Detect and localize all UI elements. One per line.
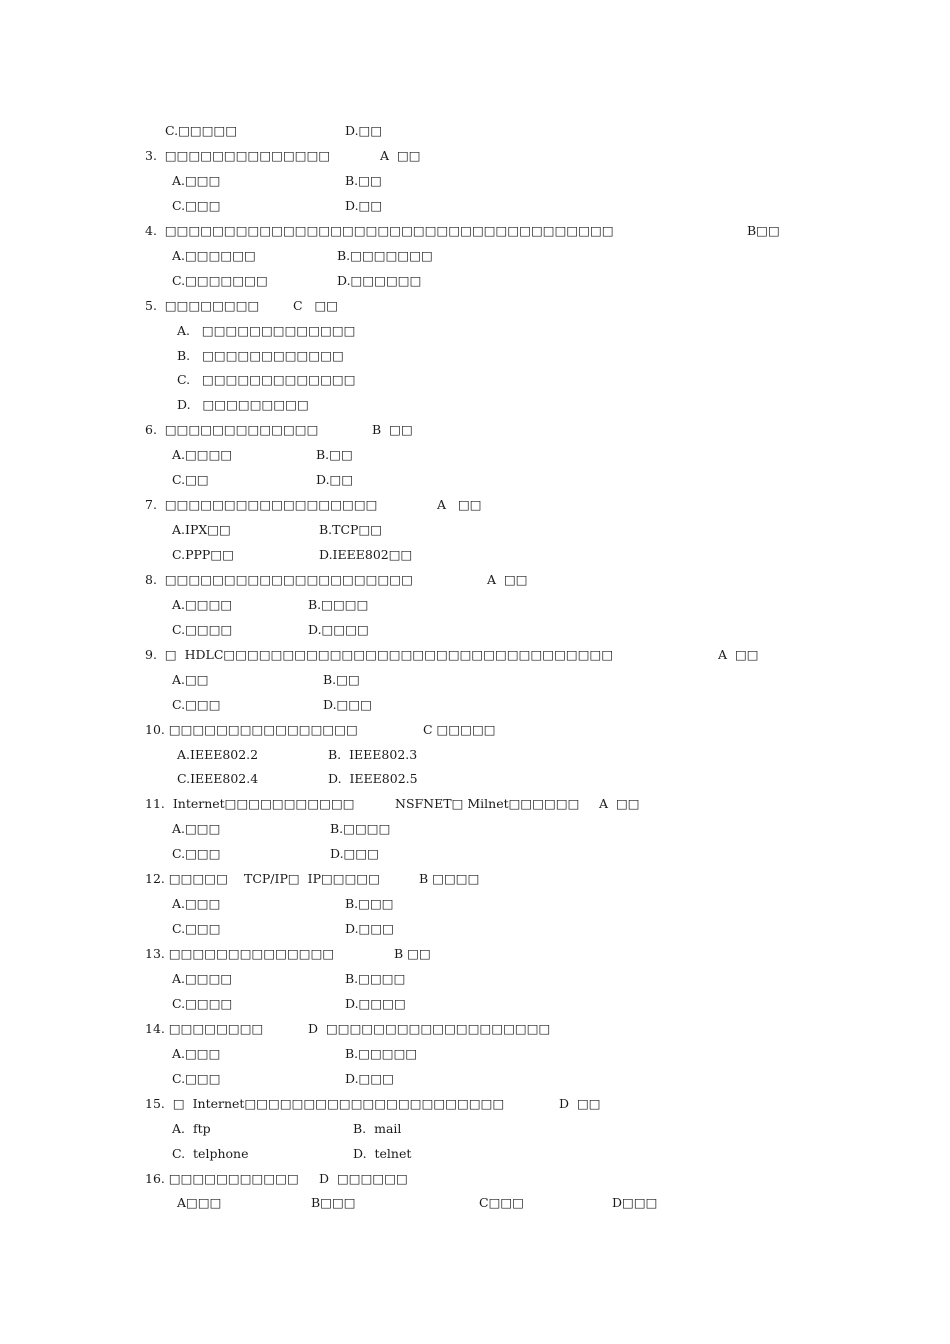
question-line-segment: B.□□	[323, 671, 360, 687]
question-line-segment: B. mail	[353, 1120, 402, 1136]
question-line-segment: B □□	[372, 422, 413, 438]
question-line-segment: B□□□	[311, 1195, 356, 1211]
question-line-segment: B.□□□	[345, 896, 394, 912]
question-line-text: A.□□□	[172, 1045, 221, 1061]
question-line-text: 10. □□□□□□□□□□□□□□□□	[145, 721, 358, 737]
question-line-segment: D.□□□	[330, 846, 379, 862]
question-line-text: B. □□□□□□□□□□□□	[177, 347, 344, 363]
question-line-text: C.IEEE802.4	[177, 771, 259, 787]
question-line-text: 3. □□□□□□□□□□□□□□	[145, 147, 331, 163]
question-line-segment: A □□	[437, 497, 482, 513]
question-line-text: A.□□□□□□	[172, 247, 256, 263]
question-line-text: 5. □□□□□□□□	[145, 297, 260, 313]
question-line-text: C.□□□□	[172, 995, 233, 1011]
question-line-text: C.□□□	[172, 846, 221, 862]
question-line-segment: C□□□	[479, 1195, 524, 1211]
question-line-text: A.□□□	[172, 172, 221, 188]
question-line-text: D. □□□□□□□□□	[177, 397, 309, 413]
question-line-segment: D.□□□	[345, 921, 394, 937]
question-line-segment: B□□	[747, 222, 780, 238]
question-line-text: A.□□□□	[172, 447, 233, 463]
question-line-text: 15. □ Internet□□□□□□□□□□□□□□□□□□□□□□	[145, 1095, 505, 1111]
question-line-segment: D.□□□	[323, 696, 372, 712]
question-line-segment: D.□□□□	[308, 621, 369, 637]
question-line-segment: A □□	[599, 796, 640, 812]
question-line-text: A.□□□□	[172, 971, 233, 986]
question-line-text: A.□□□	[172, 821, 221, 837]
question-line-text: 6. □□□□□□□□□□□□□	[145, 422, 319, 438]
question-line-segment: C □□	[293, 297, 339, 313]
question-line-segment: D.□□	[345, 197, 383, 213]
question-line-text: C.□□□□□	[165, 123, 238, 138]
question-line-text: C.□□	[172, 472, 209, 488]
question-line-text: 12. □□□□□	[145, 871, 228, 887]
question-line-segment: D□□□	[612, 1195, 658, 1211]
question-line-segment: D □□	[559, 1095, 601, 1111]
question-line-text: A. ftp	[172, 1120, 211, 1136]
question-line-text: 14. □□□□□□□□	[145, 1020, 264, 1036]
question-line-segment: TCP/IP□ IP□□□□□	[244, 871, 381, 887]
question-line-segment: B.□□□□□□□	[337, 247, 433, 263]
question-line-text: C. □□□□□□□□□□□□□	[177, 372, 356, 388]
question-line-segment: NSFNET□ Milnet□□□□□□	[395, 796, 580, 812]
question-line-segment: B.□□	[345, 172, 382, 188]
question-line-text: 7. □□□□□□□□□□□□□□□□□□	[145, 497, 378, 513]
question-line-text: 9. □ HDLC□□□□□□□□□□□□□□□□□□□□□□□□□□□□□□□□□	[145, 646, 614, 662]
question-line-segment: D.IEEE802□□	[319, 547, 413, 562]
question-line-segment: B.□□□□	[345, 971, 406, 986]
question-line-segment: D.□□□□□□	[337, 272, 422, 288]
question-line-segment: D.□□	[316, 472, 354, 488]
question-line-text: C.□□□	[172, 696, 221, 712]
question-line-segment: D □□□□□□□□□□□□□□□□□□□	[308, 1020, 551, 1036]
question-line-text: C.□□□	[172, 1070, 221, 1086]
question-line-segment: B.□□□□	[308, 596, 369, 612]
question-line-segment: A □□	[718, 646, 759, 662]
question-line-segment: D.□□	[345, 123, 383, 138]
question-line-segment: C □□□□□	[423, 721, 496, 737]
question-line-segment: B. IEEE802.3	[328, 746, 418, 762]
question-line-text: C.PPP□□	[172, 547, 234, 562]
question-line-segment: B.□□□□□	[345, 1045, 418, 1061]
question-line-text: A.□□□□	[172, 596, 233, 612]
question-line-text: A.□□	[172, 671, 209, 687]
question-line-text: 16. □□□□□□□□□□□	[145, 1170, 299, 1186]
question-line-text: A.IEEE802.2	[177, 746, 259, 762]
question-line-text: A.IPX□□	[172, 522, 231, 537]
question-line-segment: B.□□	[316, 447, 353, 463]
question-line-text: A.□□□	[172, 896, 221, 912]
question-line-text: A□□□	[177, 1195, 222, 1211]
question-line-text: 8. □□□□□□□□□□□□□□□□□□□□□	[145, 571, 413, 587]
question-line-segment: D.□□□□	[345, 995, 406, 1011]
question-line-text: C.□□□	[172, 921, 221, 937]
question-line-text: C.□□□□	[172, 621, 233, 637]
question-line-text: C. telphone	[172, 1145, 249, 1161]
question-line-segment: A □□	[487, 571, 528, 587]
question-line-segment: B □□	[394, 946, 431, 961]
question-line-text: 4. □□□□□□□□□□□□□□□□□□□□□□□□□□□□□□□□□□□□□□	[145, 222, 614, 238]
question-line-segment: D □□□□□□	[319, 1170, 408, 1186]
question-line-text: C.□□□	[172, 197, 221, 213]
question-line-segment: A □□	[380, 147, 421, 163]
question-line-segment: B.□□□□	[330, 821, 391, 837]
question-line-segment: D.□□□	[345, 1070, 394, 1086]
question-line-text: 11. Internet□□□□□□□□□□□	[145, 796, 355, 812]
question-line-text: 13. □□□□□□□□□□□□□□	[145, 946, 335, 961]
question-line-segment: B □□□□	[419, 871, 480, 887]
question-line-segment: D. IEEE802.5	[328, 771, 418, 787]
question-line-text: C.□□□□□□□	[172, 272, 268, 288]
question-line-segment: B.TCP□□	[319, 522, 383, 537]
question-line-text: A. □□□□□□□□□□□□□	[177, 322, 356, 338]
question-line-segment: D. telnet	[353, 1145, 412, 1161]
